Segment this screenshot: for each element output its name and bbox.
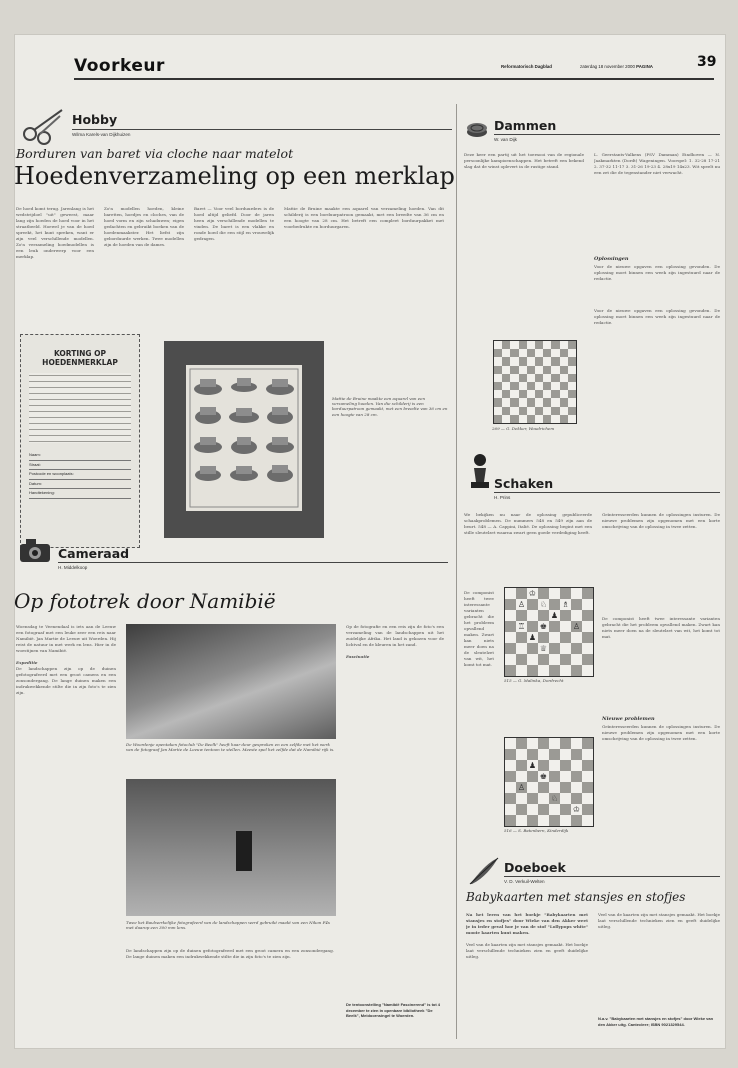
photographer-figure [236,831,252,871]
date-text: zaterdag 18 november 2000 [580,64,635,69]
schaken-text-col1: We bekijken nu naar de oplossing gepubliceerde schaakproblemen. De nummers 548 en 549 zijn aan de beurt. 548 — A. Cappini, Italië. De oplossing begint met een stille sleutelzet waarna zwart geen goede verdediging heeft. [464,512,592,535]
camera-icon [18,536,54,566]
coupon-field-date[interactable]: Datum: [29,480,131,490]
dammen-title: Dammen [494,118,557,133]
newspaper-name: Reformatorisch Dagblad [501,64,552,69]
feather-icon [468,856,500,886]
dammen-text-col2: L. Geerstants-Valkens (PSV Damman) Eindhoven — N. Jaakmarkten (Dordt) Wageningen. Voorspel: 1. 32-28 17-21 2. 37-32 11-17 3. 31-26 19-23 4. 28x19 14x23. Wit speelt nu een zet die de tegenstander niet verwacht. [594,152,720,175]
coupon-title-2: HOEDENMERKLAP [42,358,118,367]
coupon-title-1: KORTING OP [53,349,107,358]
page-number: 39 [697,54,717,70]
coupon-text [29,373,131,443]
dammen-text-col3: Voor de nieuwe opgaven een oplossing gevonden. De oplossing moet binnen een week zijn ingestuurd naar de redactie. [594,308,720,325]
hobby-text-col4: Mattie de Bruine maakte een aquarel van verzameling hoeden. Van dit schilderij is een borduurpatroon gemaakt, met een breedte van 36 cm en een hoogte van 28 cm. Het betreft een compleet borduurpakket met voorbedrukte en borduurgaren. [284,206,444,229]
dunes-photo-caption: De Woordenje opentaken fotoclub "De Beelk" heeft haar deur gesproken en een zelfde met het werk van de fotograaf Jan Martie de Leeuw tentoon te stellen. Meeste spel het zelfde dat de Namibië rijk is. [126,742,335,753]
cameraad-subhead-fascinatie: Fascinatie [346,654,370,659]
hobby-headline: Hoedenverzameling op een merklap [14,162,455,190]
column-divider [456,104,457,1039]
newspaper-page [14,34,726,1049]
cameraad-byline: H. Middelkoop [58,565,88,570]
cameraad-text-col1: Woensdag te Veenendaal is iets aan de Leeuw een fotograaf met een leuke zeer een reis naar Namibië. Jan Martie de Leeuw uit Woerden. Hij reist de natuur in met werk en lens. Hier in de woestijnen van Namibië. Expeditie De landschappen zijn op de duinen gefotografeerd met een groot camera en een zonsondergang. De lange duinen maken een indrukwekkende stilte die in zijn foto's te zien zijn. [16,624,116,695]
header-date [580,64,653,69]
hobby-rule [72,129,452,130]
dammen-rule [494,134,720,135]
cameraad-rule [58,562,448,563]
hobby-text-col2: Zo'n modellen hoeden, kleine baretten, hoedjes en cloches, van de hoed vorm en zijn schaduwen; eigen gedachten en gebruikt boeken van de hoedenmaakster. Het liefst zijn geborduurde werken. Twee modellen zijn de hoeden van de dames. [104,206,184,247]
photographer-caption: Twee het Baulwerkelijke fotografeerd van de landschappen werd gebruikt maakt van een Nikon F4s met daarop een 300 mm lens. [126,920,330,931]
cameraad-text-col3: De landschappen zijn op de duinen gefotografeerd met een groot camera en een zonsondergang. De lange duinen maken een indrukwekkende stilte die in zijn foto's te zien zijn. [126,948,334,959]
cameraad-footer: De tentoonstelling "Namibië Fascinerend" is tot 4 december te zien in openbare bibliotheek "De Beelk", Meidoornsingel te Woerden. [346,1002,441,1018]
hobby-title: Hobby [72,112,118,127]
photographer-photo [126,779,336,916]
coupon-field-name[interactable]: Naam: [29,451,131,461]
schaken-text-col3: De componist heeft twee interessante varianten gebracht die het probleem opvallend maken. Zwart kan niets meer doen na de sleutelzet van wit, het komt tot mat. [464,590,494,667]
dammen-subhead: Oplossingen [594,256,629,262]
coupon-field-postcode[interactable]: Postcode en woonplaats: [29,470,131,480]
merklap-canvas [186,365,302,511]
schaken-title: Schaken [494,476,554,491]
doeboek-headline: Babykaarten met stansjes en stofjes [466,890,686,904]
schaken-byline: H. Prins [494,495,511,500]
dammen-diagram-caption: 269 — G. Dekker, Woudrichem [492,426,555,431]
page-label: PAGINA [636,64,653,69]
dammen-solutions-text: Voor de nieuwe opgaven een oplossing gevonden. De oplossing moet binnen een week zijn ingestuurd naar de redactie. [594,264,720,281]
coupon-form [29,451,131,499]
chess-caption-515: 515 — G. Malinka, Dordrecht [504,678,564,683]
doeboek-footer: N.a.v. "Babykaarten met stansjes en stofjes" door Wieke van den Akker uitg. Cantecleer; ISBN 9021329544. [598,1016,714,1027]
cameraad-headline: Op fototrek door Namibië [14,589,276,613]
embroidery-photo [164,341,324,538]
chess-piece-icon [466,452,494,494]
dunes-photo [126,624,336,739]
doeboek-rule [504,876,720,877]
section-title: Voorkeur [74,56,165,76]
dammen-byline: W. van Dijk [494,137,517,142]
coupon-field-street[interactable]: Straat: [29,461,131,471]
header-rule [74,78,714,80]
coupon-field-signature[interactable]: Handtekening: [29,489,131,499]
doeboek-title: Doeboek [504,860,566,875]
checker-piece-icon [466,118,488,140]
schaken-subhead: Nieuwe problemen [602,716,655,722]
embroidery-caption: Mattie de Bruine maakte een aquarel van een verzameling hoeden. Van die schilderij is een borduurpatroon gemaakt, met een breedte van 36 cm en een hoogte van 28 cm. [332,396,448,417]
cameraad-subhead-expeditie: Expeditie [16,660,38,665]
doeboek-text-col1: Na het leren van het boekje "Babykaarten met stansjes en stofjes" door Wieke van den Akker weet je in ieder geval hoe je van de stof "Lollypops white" mooie kaarten kunt maken. Veel van de kaarten zijn met stansjes gemaakt. Het boekje laat verschillende technieken zien en geeft duidelijke uitleg. [466,912,588,959]
chess-diagram-516: ♟ ♚ ♙ ♘ ♔ [504,737,594,827]
hobby-text-col1: De hoed komt terug. Jarenlang is het wedstrijdoel "uit" geweest, maar lang zijn hoeden de hoed voor in het straatbeeld. Hoewel je van de hoed spreekt, het kunt spreken, want er zijn veel verschillende modellen. Zo'n verzameling hoedmodellen is een leuk onderwerp voor een merklap. [16,206,94,259]
discount-coupon [20,334,140,548]
schaken-rule [494,492,720,493]
scissors-icon [20,106,64,146]
schaken-text-col2: Geïnteresseerden kunnen de oplossingen insturen. De nieuwe problemen zijn opgenomen met een korte omschrijving van de oplossing in twee zetten. [602,512,720,529]
chess-caption-516: 516 — S. Batenbern, Kinderdijk [504,828,569,833]
dammen-text-col1: Deze keer een partij uit het toernooi van de regionale persoonlijke kampioenschappen. Het betreft een bekend slag dat de winst oplevert in de rustige stand. [464,152,584,169]
hobby-byline: Wilma Karels-van Dijkhuizen [72,132,131,137]
draughts-board [493,340,577,424]
doeboek-byline: V. D. Verkuil-Welten [504,879,545,884]
hobby-text-col3: Baret — Voor veel borduurders is de hoed altijd geliefd. Door de jaren heen zijn verschillende modellen te vinden. De baret is een vlakke en ronde hoed die een stijl en vrouwelijk gedragen. [194,206,274,241]
doeboek-text-col2: Veel van de kaarten zijn met stansjes gemaakt. Het boekje laat verschillende technieken zien en geeft duidelijke uitleg. [598,912,720,929]
cameraad-text-col2: Op de fotografie en een reis zijn de foto's een verzameling van de landschappen uit het zuidelijke Afrika. Het land is gekozen voor de lichtval en de kleuren in het zand. Fascinatie [346,624,444,659]
chess-diagram-515: ♔ ♙ ♘ ♗ ♟ ♖ ♚ ♙ ♟ ♕ [504,587,594,677]
cameraad-title: Cameraad [58,546,130,561]
hobby-kicker: Borduren van baret via cloche naar matelot [16,146,294,161]
schaken-text-col5: De componist heeft twee interessante varianten gebracht die het probleem opvallend maken. Zwart kan niets meer doen na de sleutelzet van wit, het komt tot mat. [602,616,720,639]
schaken-text-col4: Geïnteresseerden kunnen de oplossingen insturen. De nieuwe problemen zijn opgenomen met een korte omschrijving van de oplossing in twee zetten. [602,724,720,741]
